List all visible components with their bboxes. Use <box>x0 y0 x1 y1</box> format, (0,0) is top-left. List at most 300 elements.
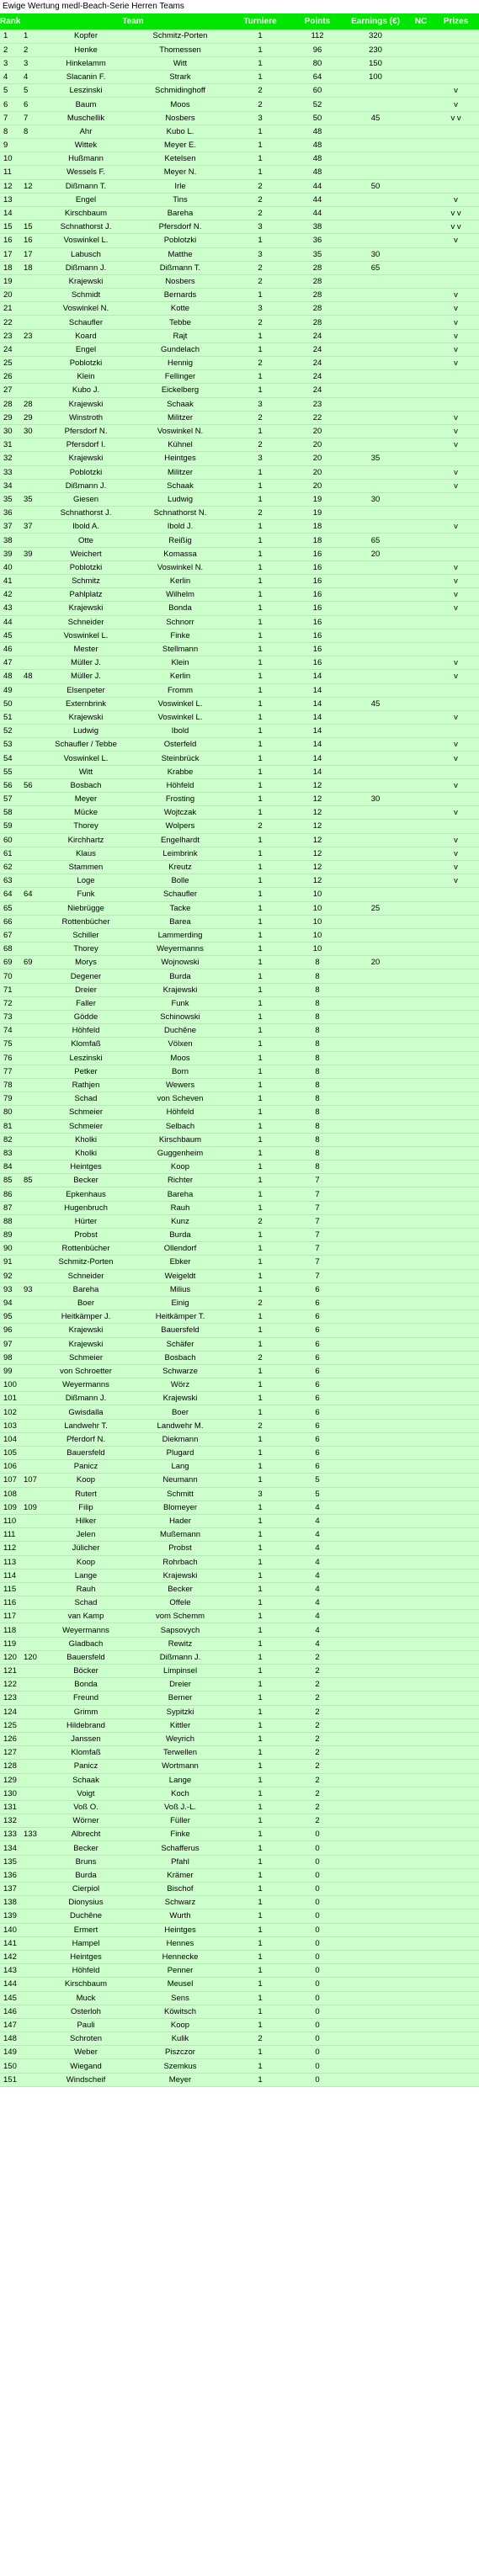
cell-turniere: 1 <box>227 1447 293 1460</box>
cell-rank-tie <box>20 1310 39 1324</box>
cell-player-two: Meyer N. <box>133 166 227 179</box>
cell-player-two: Koch <box>133 1787 227 1800</box>
cell-points: 14 <box>293 670 342 683</box>
cell-nc <box>409 1392 433 1405</box>
cell-player-one: Becker <box>39 1841 133 1855</box>
cell-rank-tie <box>20 1419 39 1432</box>
cell-turniere: 1 <box>227 1896 293 1909</box>
cell-turniere: 1 <box>227 1310 293 1324</box>
table-row <box>0 602 479 615</box>
cell-rank: 11 <box>0 166 20 179</box>
cell-prizes: v <box>433 84 479 98</box>
cell-rank: 46 <box>0 642 20 656</box>
cell-rank: 54 <box>0 752 20 765</box>
cell-player-one: Dißmann J. <box>39 479 133 492</box>
cell-rank: 122 <box>0 1678 20 1692</box>
cell-player-two: Schmitt <box>133 1487 227 1500</box>
cell-points: 6 <box>293 1364 342 1378</box>
cell-earnings <box>342 833 409 847</box>
cell-points: 4 <box>293 1542 342 1555</box>
cell-earnings <box>342 357 409 370</box>
cell-player-two: Bonda <box>133 602 227 615</box>
table-row <box>0 1038 479 1051</box>
cell-earnings <box>342 507 409 520</box>
cell-turniere: 1 <box>227 1964 293 1978</box>
cell-rank-tie <box>20 1337 39 1351</box>
cell-player-one: Klein <box>39 370 133 384</box>
cell-points: 8 <box>293 1106 342 1119</box>
cell-turniere: 1 <box>227 1814 293 1828</box>
cell-earnings: 30 <box>342 492 409 506</box>
cell-player-one: Bareha <box>39 1283 133 1296</box>
cell-earnings <box>342 1705 409 1718</box>
cell-turniere: 1 <box>227 615 293 629</box>
cell-turniere: 1 <box>227 329 293 343</box>
cell-prizes <box>433 1610 479 1623</box>
cell-rank-tie <box>20 1405 39 1419</box>
cell-earnings <box>342 98 409 111</box>
cell-rank: 9 <box>0 139 20 152</box>
cell-points: 7 <box>293 1256 342 1269</box>
cell-turniere: 2 <box>227 438 293 452</box>
cell-player-two: Bareha <box>133 206 227 220</box>
cell-nc <box>409 588 433 602</box>
cell-earnings <box>342 996 409 1010</box>
cell-player-one: Panicz <box>39 1760 133 1773</box>
cell-player-one: Kubo J. <box>39 384 133 397</box>
cell-earnings <box>342 1868 409 1882</box>
cell-prizes <box>433 43 479 56</box>
cell-points: 0 <box>293 1950 342 1963</box>
cell-prizes <box>433 1133 479 1146</box>
cell-earnings <box>342 1814 409 1828</box>
cell-prizes: v <box>433 656 479 670</box>
cell-player-one: Voswinkel L. <box>39 752 133 765</box>
cell-points: 36 <box>293 234 342 247</box>
table-row <box>0 1174 479 1187</box>
cell-points: 2 <box>293 1732 342 1745</box>
cell-rank-tie: 107 <box>20 1474 39 1487</box>
cell-rank: 51 <box>0 710 20 724</box>
cell-rank: 134 <box>0 1841 20 1855</box>
cell-prizes <box>433 1964 479 1978</box>
cell-points: 0 <box>293 1841 342 1855</box>
cell-prizes: v <box>433 833 479 847</box>
cell-rank: 96 <box>0 1324 20 1337</box>
cell-rank-tie: 109 <box>20 1500 39 1514</box>
cell-prizes <box>433 547 479 560</box>
cell-prizes: v <box>433 98 479 111</box>
cell-points: 0 <box>293 1896 342 1909</box>
cell-turniere: 1 <box>227 1324 293 1337</box>
cell-points: 0 <box>293 1923 342 1936</box>
cell-rank: 126 <box>0 1732 20 1745</box>
table-row <box>0 302 479 316</box>
cell-prizes <box>433 534 479 547</box>
cell-player-two: Dreier <box>133 1678 227 1692</box>
cell-player-two: Bareha <box>133 1187 227 1201</box>
cell-nc <box>409 1310 433 1324</box>
cell-turniere: 1 <box>227 752 293 765</box>
cell-earnings <box>342 1732 409 1745</box>
cell-player-two: Rauh <box>133 1201 227 1214</box>
cell-player-two: Voß J.-L. <box>133 1800 227 1814</box>
cell-turniere: 2 <box>227 316 293 329</box>
cell-earnings <box>342 1936 409 1950</box>
cell-player-one: Poblotzki <box>39 357 133 370</box>
cell-nc <box>409 343 433 356</box>
cell-prizes: v <box>433 193 479 206</box>
cell-player-two: Lammerding <box>133 928 227 942</box>
cell-rank: 146 <box>0 2005 20 2018</box>
cell-prizes <box>433 1896 479 1909</box>
cell-rank-tie <box>20 166 39 179</box>
cell-points: 7 <box>293 1174 342 1187</box>
table-row <box>0 2005 479 2018</box>
cell-rank: 142 <box>0 1950 20 1963</box>
cell-nc <box>409 1432 433 1446</box>
cell-earnings <box>342 575 409 588</box>
table-row <box>0 1460 479 1474</box>
cell-prizes: v <box>433 316 479 329</box>
cell-player-one: Ermert <box>39 1923 133 1936</box>
cell-points: 28 <box>293 316 342 329</box>
cell-earnings <box>342 220 409 234</box>
cell-rank: 90 <box>0 1242 20 1256</box>
cell-points: 10 <box>293 888 342 901</box>
cell-player-one: Windscheif <box>39 2073 133 2086</box>
cell-player-two: Dißmann T. <box>133 261 227 274</box>
table-row <box>0 725 479 738</box>
table-row <box>0 1269 479 1283</box>
cell-player-one: Weyermanns <box>39 1378 133 1392</box>
cell-player-two: Hennes <box>133 1936 227 1950</box>
cell-earnings <box>342 465 409 479</box>
table-row <box>0 1487 479 1500</box>
cell-rank-tie <box>20 765 39 778</box>
cell-rank-tie <box>20 465 39 479</box>
cell-points: 14 <box>293 697 342 710</box>
cell-rank: 70 <box>0 969 20 983</box>
table-row <box>0 656 479 670</box>
cell-turniere: 1 <box>227 656 293 670</box>
table-row <box>0 1514 479 1527</box>
cell-rank: 137 <box>0 1883 20 1896</box>
cell-turniere: 1 <box>227 1038 293 1051</box>
cell-points: 0 <box>293 1828 342 1841</box>
cell-rank: 17 <box>0 247 20 261</box>
cell-prizes <box>433 1447 479 1460</box>
cell-turniere: 1 <box>227 1542 293 1555</box>
cell-rank: 42 <box>0 588 20 602</box>
cell-player-one: Krajewski <box>39 1337 133 1351</box>
cell-points: 60 <box>293 84 342 98</box>
cell-rank-tie <box>20 1324 39 1337</box>
table-row <box>0 738 479 752</box>
cell-nc <box>409 1242 433 1256</box>
cell-nc <box>409 1773 433 1787</box>
cell-player-two: Kotte <box>133 302 227 316</box>
cell-player-one: Janssen <box>39 1732 133 1745</box>
cell-rank-tie <box>20 1119 39 1133</box>
cell-turniere: 3 <box>227 1487 293 1500</box>
cell-turniere: 1 <box>227 492 293 506</box>
cell-nc <box>409 452 433 465</box>
cell-prizes <box>433 1364 479 1378</box>
cell-turniere: 1 <box>227 1242 293 1256</box>
cell-rank-tie <box>20 969 39 983</box>
cell-points: 19 <box>293 507 342 520</box>
cell-prizes <box>433 1146 479 1160</box>
cell-rank: 48 <box>0 670 20 683</box>
cell-prizes <box>433 1187 479 1201</box>
cell-prizes <box>433 928 479 942</box>
cell-turniere: 2 <box>227 84 293 98</box>
cell-player-two: Finke <box>133 1828 227 1841</box>
cell-rank-tie <box>20 738 39 752</box>
header-turniere: Turniere <box>227 13 293 29</box>
cell-points: 4 <box>293 1596 342 1610</box>
cell-nc <box>409 874 433 888</box>
cell-player-two: Kubo L. <box>133 125 227 138</box>
cell-rank-tie <box>20 901 39 915</box>
cell-turniere: 2 <box>227 1351 293 1364</box>
cell-earnings <box>342 1201 409 1214</box>
table-row <box>0 111 479 125</box>
cell-nc <box>409 234 433 247</box>
cell-nc <box>409 642 433 656</box>
cell-rank-tie <box>20 833 39 847</box>
cell-prizes <box>433 1582 479 1596</box>
cell-rank: 63 <box>0 874 20 888</box>
cell-rank-tie <box>20 656 39 670</box>
cell-player-two: Terwellen <box>133 1746 227 1760</box>
cell-earnings <box>342 1051 409 1065</box>
cell-prizes <box>433 1841 479 1855</box>
cell-prizes <box>433 261 479 274</box>
cell-earnings <box>342 1078 409 1091</box>
cell-player-one: Klomfaß <box>39 1038 133 1051</box>
cell-rank: 139 <box>0 1909 20 1923</box>
cell-turniere: 1 <box>227 943 293 956</box>
cell-rank-tie <box>20 575 39 588</box>
cell-rank-tie <box>20 996 39 1010</box>
cell-rank: 62 <box>0 860 20 874</box>
cell-earnings <box>342 1637 409 1650</box>
cell-nc <box>409 833 433 847</box>
cell-player-one: Schmitz <box>39 575 133 588</box>
table-row <box>0 1119 479 1133</box>
cell-points: 7 <box>293 1242 342 1256</box>
cell-player-two: Bischof <box>133 1883 227 1896</box>
cell-player-one: Pahlplatz <box>39 588 133 602</box>
cell-nc <box>409 725 433 738</box>
cell-nc <box>409 1582 433 1596</box>
cell-points: 16 <box>293 560 342 574</box>
cell-player-two: Sypitzki <box>133 1705 227 1718</box>
cell-earnings <box>342 1460 409 1474</box>
cell-player-one: Albrecht <box>39 1828 133 1841</box>
cell-points: 6 <box>293 1432 342 1446</box>
cell-earnings <box>342 1229 409 1242</box>
cell-turniere: 1 <box>227 1119 293 1133</box>
cell-player-one: Krajewski <box>39 602 133 615</box>
cell-rank-tie <box>20 1364 39 1378</box>
cell-player-one: Dißmann J. <box>39 261 133 274</box>
table-row <box>0 1950 479 1963</box>
cell-rank-tie: 1 <box>20 29 39 43</box>
cell-points: 6 <box>293 1460 342 1474</box>
cell-earnings <box>342 1337 409 1351</box>
cell-earnings <box>342 1419 409 1432</box>
cell-prizes <box>433 1923 479 1936</box>
cell-prizes <box>433 1310 479 1324</box>
cell-player-two: Blomeyer <box>133 1500 227 1514</box>
cell-earnings <box>342 1773 409 1787</box>
cell-points: 2 <box>293 1800 342 1814</box>
cell-earnings <box>342 1364 409 1378</box>
cell-rank-tie: 120 <box>20 1650 39 1664</box>
cell-points: 0 <box>293 2046 342 2059</box>
cell-nc <box>409 1119 433 1133</box>
cell-points: 7 <box>293 1214 342 1228</box>
cell-turniere: 1 <box>227 166 293 179</box>
cell-rank-tie <box>20 806 39 820</box>
cell-prizes <box>433 969 479 983</box>
cell-player-one: Thorey <box>39 820 133 833</box>
cell-player-one: Schmidt <box>39 289 133 302</box>
table-row <box>0 2059 479 2073</box>
cell-earnings <box>342 725 409 738</box>
cell-earnings: 230 <box>342 43 409 56</box>
cell-rank-tie <box>20 479 39 492</box>
cell-rank-tie <box>20 915 39 928</box>
cell-player-one: Freund <box>39 1692 133 1705</box>
table-row <box>0 943 479 956</box>
cell-earnings <box>342 602 409 615</box>
cell-nc <box>409 1923 433 1936</box>
table-row <box>0 1569 479 1582</box>
cell-player-two: Schinowski <box>133 1011 227 1024</box>
table-row <box>0 793 479 806</box>
cell-earnings <box>342 1746 409 1760</box>
cell-rank-tie <box>20 860 39 874</box>
cell-rank: 22 <box>0 316 20 329</box>
cell-prizes <box>433 1024 479 1038</box>
cell-prizes <box>433 888 479 901</box>
cell-points: 4 <box>293 1610 342 1623</box>
cell-rank: 128 <box>0 1760 20 1773</box>
table-row <box>0 860 479 874</box>
cell-rank-tie <box>20 683 39 697</box>
table-row <box>0 1610 479 1623</box>
cell-nc <box>409 397 433 411</box>
table-row <box>0 452 479 465</box>
cell-earnings <box>342 1432 409 1446</box>
cell-earnings <box>342 411 409 424</box>
cell-earnings <box>342 329 409 343</box>
cell-turniere: 1 <box>227 602 293 615</box>
cell-points: 0 <box>293 2032 342 2046</box>
cell-rank: 81 <box>0 1119 20 1133</box>
cell-rank: 74 <box>0 1024 20 1038</box>
cell-player-one: Heitkämper J. <box>39 1310 133 1324</box>
cell-points: 16 <box>293 602 342 615</box>
table-row <box>0 765 479 778</box>
cell-player-one: Osterloh <box>39 2005 133 2018</box>
table-row <box>0 1214 479 1228</box>
cell-nc <box>409 943 433 956</box>
cell-player-one: Voigt <box>39 1787 133 1800</box>
cell-turniere: 2 <box>227 98 293 111</box>
table-row <box>0 1705 479 1718</box>
cell-prizes <box>433 1991 479 2005</box>
cell-player-two: Guggenheim <box>133 1146 227 1160</box>
cell-rank-tie <box>20 1038 39 1051</box>
cell-earnings <box>342 1092 409 1106</box>
cell-turniere: 1 <box>227 1514 293 1527</box>
cell-prizes: v <box>433 847 479 860</box>
cell-earnings <box>342 139 409 152</box>
cell-rank: 57 <box>0 793 20 806</box>
cell-earnings <box>342 1405 409 1419</box>
cell-rank-tie <box>20 725 39 738</box>
table-row <box>0 316 479 329</box>
cell-points: 20 <box>293 438 342 452</box>
cell-nc <box>409 507 433 520</box>
cell-rank-tie <box>20 316 39 329</box>
cell-turniere: 1 <box>227 1269 293 1283</box>
cell-turniere: 1 <box>227 1460 293 1474</box>
cell-player-two: Krajewski <box>133 1569 227 1582</box>
cell-rank: 75 <box>0 1038 20 1051</box>
cell-nc <box>409 575 433 588</box>
cell-turniere: 1 <box>227 384 293 397</box>
cell-rank-tie <box>20 1665 39 1678</box>
cell-prizes <box>433 1637 479 1650</box>
cell-rank-tie <box>20 289 39 302</box>
cell-player-one: Filip <box>39 1500 133 1514</box>
cell-earnings <box>342 1678 409 1692</box>
cell-points: 28 <box>293 302 342 316</box>
cell-nc <box>409 983 433 996</box>
cell-rank: 14 <box>0 206 20 220</box>
cell-rank: 101 <box>0 1392 20 1405</box>
cell-prizes <box>433 1542 479 1555</box>
cell-earnings: 20 <box>342 547 409 560</box>
cell-rank: 21 <box>0 302 20 316</box>
cell-player-two: Schafferus <box>133 1841 227 1855</box>
cell-player-two: Krajewski <box>133 983 227 996</box>
cell-points: 16 <box>293 656 342 670</box>
cell-points: 2 <box>293 1678 342 1692</box>
cell-prizes <box>433 1011 479 1024</box>
cell-turniere: 1 <box>227 234 293 247</box>
table-row <box>0 125 479 138</box>
cell-player-one: Kholki <box>39 1146 133 1160</box>
cell-nc <box>409 534 433 547</box>
cell-prizes <box>433 1051 479 1065</box>
cell-turniere: 3 <box>227 111 293 125</box>
cell-points: 24 <box>293 329 342 343</box>
cell-turniere: 1 <box>227 1800 293 1814</box>
cell-prizes <box>433 956 479 969</box>
cell-player-one: Schneider <box>39 615 133 629</box>
table-row <box>0 152 479 166</box>
cell-player-one: van Kamp <box>39 1610 133 1623</box>
cell-rank-tie <box>20 1678 39 1692</box>
cell-rank-tie <box>20 1242 39 1256</box>
